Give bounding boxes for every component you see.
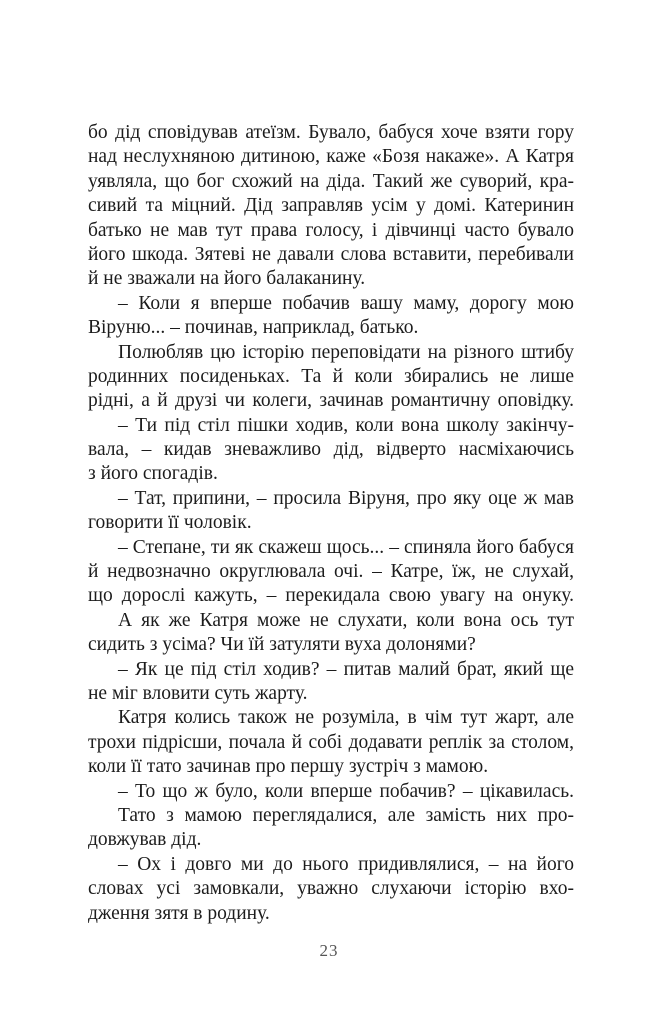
text-line: Полюбляв цю історію переповідати на різного штибу [118, 341, 574, 363]
text-line: рідні, а й друзі чи колеги, зачинав романтичну оповідку. [88, 390, 574, 412]
text-line: довжував дід. [88, 829, 202, 851]
body-text [88, 121, 574, 926]
text-line: вала, – кидав зневажливо дід, відверто насміхаючись [88, 439, 574, 461]
text-line: що дорослі кажуть, – перекидала свою увагу на онуку. [88, 585, 574, 607]
text-line: Віруню... – починав, наприклад, батько. [88, 317, 419, 339]
text-line: словах усі замовкали, уважно слухаючи історію вхо- [88, 878, 574, 900]
text-line: бо дід сповідував атеїзм. Бувало, бабуся хоче взяти гору [88, 122, 574, 143]
text-line: трохи підрісши, почала й собі додавати реплік за столом, [88, 731, 574, 753]
text-line: дження зятя в родину. [88, 902, 270, 924]
text-line: над неслухняною дитиною, каже «Бозя накаже». А Катря [88, 146, 574, 168]
text-line: його шкода. Зятеві не давали слова вставити, перебивали [88, 243, 574, 265]
text-line: Катря колись також не розуміла, в чім тут жарт, але [118, 707, 574, 729]
text-line: – Ти під стіл пішки ходив, коли вона школу закінчу- [118, 414, 574, 436]
text-line: сидить з усіма? Чи їй затуляти вуха долонями? [88, 634, 476, 656]
text-line: – Тат, припини, – просила Віруня, про яку оце ж мав [118, 487, 574, 509]
text-line: А як же Катря може не слухати, коли вона ось тут [118, 609, 574, 631]
text-line: – Ох і довго ми до нього придивлялися, – на його [118, 853, 574, 875]
text-line: не міг вловити суть жарту. [88, 682, 308, 704]
text-line: батько не мав тут права голосу, і дівчинці часто бувало [88, 219, 574, 241]
text-line: – Як це під стіл ходив? – питав малий брат, який ще [118, 658, 574, 680]
page-number: 23 [319, 941, 339, 960]
text-line: – Коли я вперше побачив вашу маму, дорогу мою [118, 292, 574, 314]
text-line: коли її тато зачинав про першу зустріч з мамою. [88, 756, 489, 778]
text-line: – То що ж було, коли вперше побачив? – цікавилась. [118, 780, 574, 802]
text-line: говорити її чоловік. [88, 512, 252, 534]
text-line: – Степане, ти як скажеш щось... – спиняла його бабуся [118, 536, 574, 558]
text-line: уявляла, що бог схожий на діда. Такий же суворий, кра- [88, 170, 574, 192]
text-line: сивий та міцний. Дід заправляв усім у домі. Катеринин [88, 195, 574, 217]
text-line: й недвозначно округлювала очі. – Катре, їж, не слухай, [88, 561, 574, 583]
text-line: з його спогадів. [88, 463, 218, 485]
text-line: й не зважали на його балаканину. [88, 268, 366, 290]
text-line: родинних посиденьках. Та й коли збирались не лише [88, 365, 574, 387]
text-line: Тато з мамою переглядалися, але замість них про- [118, 804, 574, 826]
